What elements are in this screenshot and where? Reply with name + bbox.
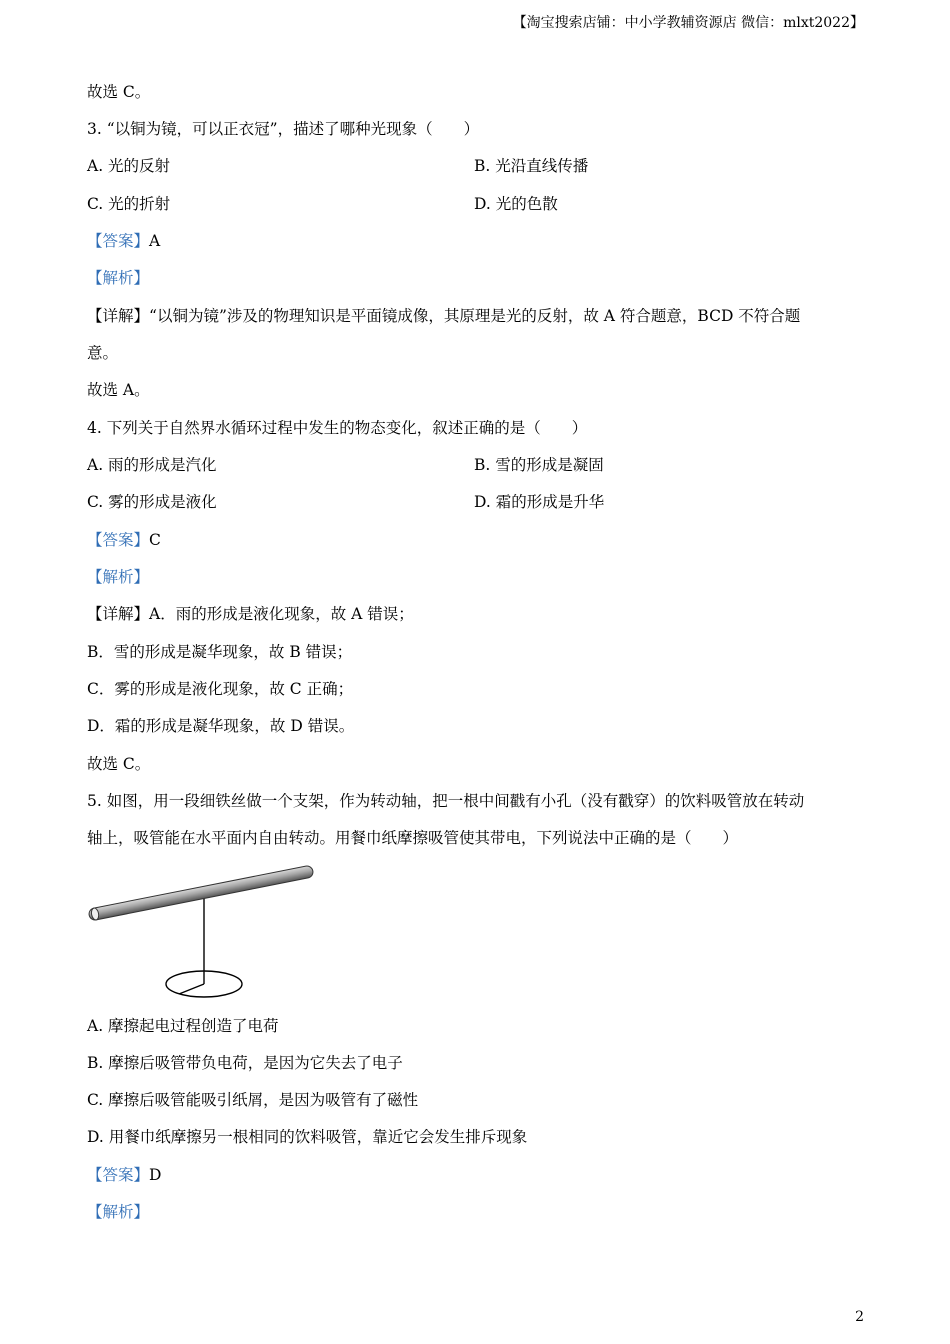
q5-option-d: D. 用餐巾纸摩擦另一根相同的饮料吸管，靠近它会发生排斥现象 (87, 1128, 528, 1146)
q4-detail-d: D．霜的形成是凝华现象，故 D 错误。 (87, 717, 355, 735)
answer-value: D (149, 1166, 162, 1184)
q4-detail (87, 603, 414, 625)
q4-option-b: B. 雪的形成是凝固 (474, 456, 604, 474)
q3-analysis (87, 267, 149, 289)
answer-tag: 【答案】 (87, 232, 150, 250)
q4-option-c: C. 雾的形成是液化 (87, 493, 217, 511)
q5-option-a: A. 摩擦起电过程创造了电荷 (87, 1017, 279, 1035)
q4-option-d: D. 霜的形成是升华 (474, 493, 605, 511)
q3-option-c: C. 光的折射 (87, 195, 171, 213)
answer-value: A (149, 232, 161, 250)
q3-stem: 3. “以铜为镜，可以正衣冠”，描述了哪种光现象（ ） (87, 120, 480, 138)
q5-stem-line1: 5. 如图，用一段细铁丝做一个支架，作为转动轴，把一根中间戳有小孔（没有戳穿）的饮料吸管放在转动 (87, 792, 805, 810)
q3-detail (87, 305, 800, 327)
q5-answer (87, 1164, 161, 1186)
q3-option-d: D. 光的色散 (474, 195, 558, 213)
page-header: 【淘宝搜索店铺：中小学教辅资源店 微信：mlxt2022】 (512, 15, 864, 31)
q4-analysis (87, 566, 149, 588)
straw-pivot-illustration (84, 858, 324, 1003)
analysis-tag: 【解析】 (87, 1203, 150, 1221)
base-radius (179, 984, 204, 994)
detail-text: “以铜为镜”涉及的物理知识是平面镜成像，其原理是光的反射，故 A 符合题意，BCD 不符合题 (149, 307, 801, 325)
q4-conclusion: 故选 C。 (87, 755, 151, 773)
q4-detail-b: B．雪的形成是凝华现象，故 B 错误； (87, 643, 353, 661)
answer-value: C (149, 531, 161, 549)
q5-stem-line2: 轴上，吸管能在水平面内自由转动。用餐巾纸摩擦吸管使其带电，下列说法中正确的是（ ） (87, 829, 739, 847)
detail-tag: 【详解】 (87, 605, 150, 623)
detail-tag: 【详解】 (87, 307, 150, 325)
straw-tube (88, 865, 314, 921)
q3-option-a: A. 光的反射 (87, 157, 171, 175)
q3-detail-cont: 意。 (87, 344, 119, 362)
q4-detail-c: C．雾的形成是液化现象，故 C 正确； (87, 680, 354, 698)
q4-answer (87, 529, 161, 551)
q3-conclusion: 故选 A。 (87, 381, 150, 399)
q2-conclusion: 故选 C。 (87, 83, 151, 101)
answer-tag: 【答案】 (87, 531, 150, 549)
detail-text: A．雨的形成是液化现象，故 A 错误； (149, 605, 414, 623)
q4-option-a: A. 雨的形成是汽化 (87, 456, 217, 474)
q4-stem: 4. 下列关于自然界水循环过程中发生的物态变化，叙述正确的是（ ） (87, 419, 588, 437)
analysis-tag: 【解析】 (87, 269, 150, 287)
q5-option-b: B. 摩擦后吸管带负电荷，是因为它失去了电子 (87, 1054, 403, 1072)
q5-option-c: C. 摩擦后吸管能吸引纸屑，是因为吸管有了磁性 (87, 1091, 419, 1109)
answer-tag: 【答案】 (87, 1166, 150, 1184)
q3-option-b: B. 光沿直线传播 (474, 157, 589, 175)
analysis-tag: 【解析】 (87, 568, 150, 586)
q5-analysis (87, 1201, 149, 1223)
page-number: 2 (855, 1309, 864, 1325)
q3-answer (87, 230, 160, 252)
straw-on-pivot-figure (84, 858, 324, 1007)
